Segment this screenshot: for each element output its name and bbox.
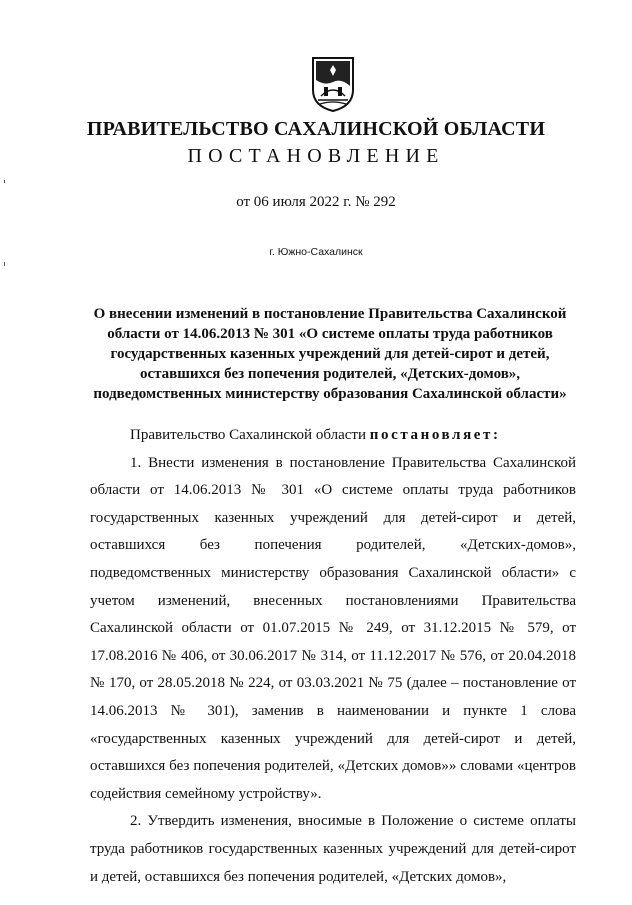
paragraph-2: 2. Утвердить изменения, вносимые в Положение о системе оплаты труда работников государственных казенных учреждений для детей-сирот и детей, оставшихся без попечения родителей, «Детских домов», [90,813,576,885]
document-body [90,422,576,891]
scan-margin-mark [4,262,5,266]
document-type: ПОСТАНОВЛЕНИЕ [187,145,445,167]
preamble-text: Правительство Сахалинской области [130,427,370,443]
scan-margin-mark [4,180,5,183]
preamble-keyword: постановляет: [369,427,501,443]
paragraph-1: 1. Внести изменения в постановление Правительства Сахалинской области от 14.06.2013 № 301 «О системе оплаты труда работников государственных казенных учреждений для детей-сирот и детей, оставшихся без попечения родителей, «Детских-домов», подведомственных министерству образования Сахалинской области» с учетом изменений, внесенных постановлениями Правительства Сахалинской области от 01.07.2015 № 249, от 31.12.2015 № 579, от 17.08.2016 № 406, от 30.06.2017 № 314, от 11.12.2017 № 576, от 20.04.2018 № 170, от 28.05.2018 № 224, от 03.03.2021 № 75 (далее – постановление от 14.06.2013 № 301), заменив в наименовании и пункте 1 слова «государственных казенных учреждений для детей-сирот и детей, оставшихся без попечения родителей, «Детских домов»» словами «центров содействия семейному устройству». [90,454,576,802]
government-name: ПРАВИТЕЛЬСТВО САХАЛИНСКОЙ ОБЛАСТИ [86,118,546,140]
document-city: г. Южно-Сахалинск [269,246,363,258]
document-subject: О внесении изменений в постановление Правительства Сахалинской области от 14.06.2013 № 301 «О системе оплаты труда работников государственных казенных учреждений для детей-сирот и детей, оставшихся без попечения родителей, «Детских-домов», подведомственных министерству образования Сахалинской области» [93,306,567,402]
preamble [90,422,576,450]
document-date-number: от 06 июля 2022 г. № 292 [236,194,396,210]
coat-of-arms-emblem [311,56,355,112]
